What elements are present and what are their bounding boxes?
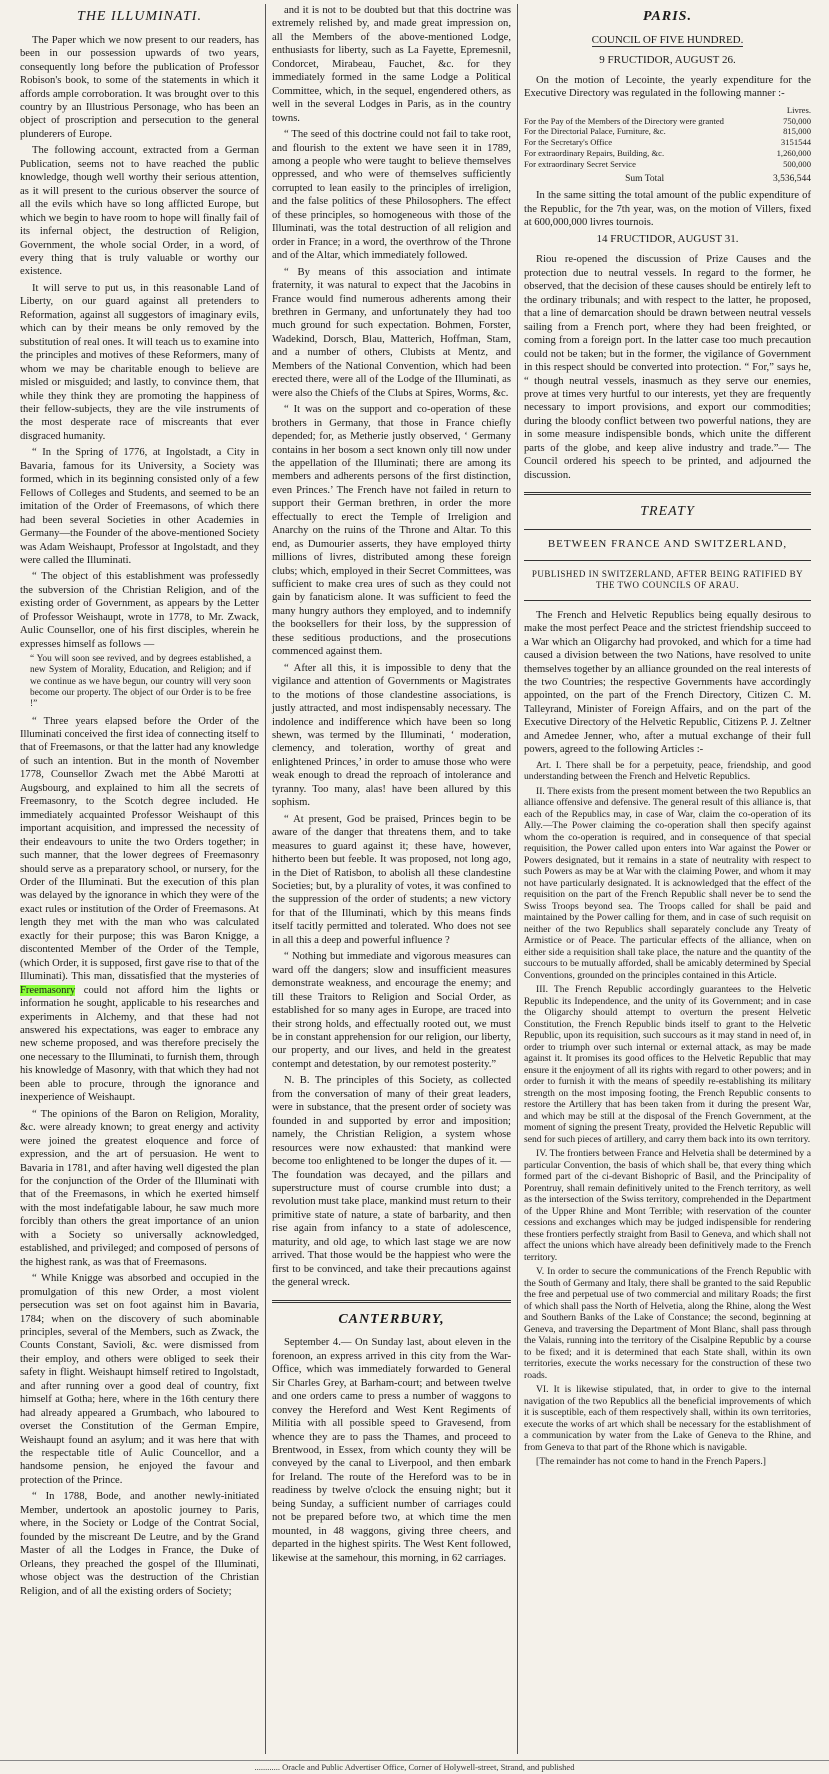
dateline: 9 FRUCTIDOR, AUGUST 26.	[599, 53, 736, 66]
paragraph: The Paper which we now present to our readers, has been in our possession upwards of two years, consequently long before the publication of Professor Robison's book, to some of the statements in which it affords ample corroboration. It was brought over to this country by an Illustrious Personage, who has been an object of proscription and persecution to the general plunderers of Europe.	[20, 34, 259, 140]
column-continued	[266, 4, 518, 1754]
paragraph: “ At present, God be praised, Princes begin to be aware of the danger that threatens them, and to take measures to guard against it; these have, however, hitherto been but feeble. It was proposed, not long ago, in the Diet of Ratisbon, to abolish all these clandestine Societies; but, by a plurality of votes, it was confined to the suppression of the order of students; a new victory for that of the Illuminati, which by this means finds itself tacitly permitted and tolerated. Who does not see in all this a deep and powerful influence ?	[272, 813, 511, 946]
text-run: could not afford him the lights or information he sought, applicable to his researches and experiments in Alchemy, and that these had not answered his expectations, was eager to embrace any new scheme proposed, and was therefore precisely the one necessary to the Illuminati, to furnish them, through his knowledge of Masonry, with that which they had not been able to procure, through the ignorance and inexperience of Weishaupt.	[20, 984, 259, 1104]
budget-label: For the Secretary's Office	[524, 137, 613, 148]
text-run: “ Three years elapsed before the Order of the Illuminati conceived the first idea of connecting itself to that of Freemasons, or that the latter had any knowledge of such an intention. But in the month of November 1778, Counsellor Zwach met the Abbé Marotti at Augsbourg, and explained to him all the secrets of Freemasonry, to the Scotch degree included. He immediately acquainted Professor Weishaupt of this important acquisition, and impressed the necessity of their endeavours to unite the two Orders together; in such manner, that the lower degrees of Freemasonry should serve as a preparatory school, or nursery, for the Order of the Illuminati. But the execution of this plan was delayed by the ignorance in which they were of the exact rules or institution of the Order of Freemasons. At length they met with the man who was calculated exactly for their purpose; this was Baron Knigge, a discontented Member of the Order of the Temple, (which Order, it is supposed, first gave rise to that of the Illuminati). This man, dissatisfied that the mysteries of	[20, 715, 259, 983]
budget-label: For extraordinary Secret Service	[524, 159, 636, 170]
article: VI. It is likewise stipulated, that, in order to give to the internal navigation of the two Republics all the beneficial improvements of which it is susceptible, each of them respectively shall, within its own territories, execute the works of art which shall be necessary for the establishment of a communication by water from the Lake of Geneva to the Rhine, and from Geneva to that part of the Rhone which is navigable.	[524, 1384, 811, 1453]
divider	[524, 529, 811, 530]
divider	[524, 600, 811, 601]
paragraph: The following account, extracted from a German Publication, seems not to have reached the public knowledge, though well worthy their serious attention, as it will present to the curious observer the source of all the evils which have so long afflicted Europe, but which we begin to have room to hope will finally fail of its infernal object, the destruction of Religion, Government, the whole social Order, in a word, of every thing that is truly valuable or worthy our existence.	[20, 145, 259, 278]
paragraph: September 4.— On Sunday last, about eleven in the forenoon, an express arrived in this city from the War-Office, which was immediately forwarded to General Sir Charles Grey, at Barham-court; and between twelve and one orders came to press a number of waggons to convey the Hereford and West Kent Regiments of Militia with all possible speed to Gravesend, from whence they are to pass the Thames, and proceed to Brentwood, in Essex, from which county they will be conveyed by the canal to Liverpool, and then embark for Ireland. The route of the Hereford was to be in readiness by twelve o'clock the ensuing night; but it being Sunday, a sufficient number of carriages could not be prepared before two, at which time the men mounted, in 48 waggons, giving three cheers, and departed in the highest spirits. The West Kent followed, likewise at the samehour, this morning, in 62 carriages.	[272, 1337, 511, 1564]
weishaupt-quote: “ You will soon see revived, and by degrees established, a new System of Morality, Education, and Religion; and if we continue as we have begun, our country will very soon become our property. The object of our Order is to be free !”	[30, 654, 251, 710]
paragraph	[20, 715, 259, 1105]
council-title-text: COUNCIL OF FIVE HUNDRED.	[591, 33, 744, 46]
treaty-publication-note: PUBLISHED IN SWITZERLAND, AFTER BEING RATIFIED BY THE TWO COUNCILS OF ARAU.	[531, 568, 804, 591]
imprint-footer: ............ Oracle and Public Advertiser Office, Corner of Holywell-street, Strand, and published	[0, 1760, 829, 1772]
divider	[524, 560, 811, 561]
paragraph: “ The seed of this doctrine could not fail to take root, and flourish to the extent we have seen it in 1789, among a people who were taught to believe themselves oppressed, and who were of themselves sufficiently corrupted to lean easily to the principles of irreligion, and the false politics of these Philosophers. The effect of these principles, so homogeneous with those of the Illuminati, was the total destruction of all religion and order in France; in a word, the overthrow of the Throne and of the Altar, which immediately followed.	[272, 129, 511, 262]
expenditure-table	[524, 105, 811, 186]
paragraph: N. B. The principles of this Society, as collected from the conversation of many of their great leaders, were in substance, that the present order of society was founded in and supported by error and imposition; namely, the Christian Religion, a system whose resources were now exhausted: that mankind were become too enlightened to be longer the dupes of it. — The foundation was decayed, and the pillars and superstructure must of course crumble into dust; a revolution must take place, mankind must return to their primitive state of nature, a state of barbarity, and then rise again from infancy to a state of adolescence, maturity, and old age, to which last stage we are now arrived. That those would be the happiest who were the first to be convinced, and take their precautions against the general wreck.	[272, 1075, 511, 1289]
sum-label: Sum Total	[625, 174, 665, 185]
table-row	[524, 159, 811, 170]
paragraph: and it is not to be doubted but that this doctrine was extremely relished by, and made great impression on, all the Members of the above-mentioned Lodge, enthusiasts for liberty, such as La Fayette, Epremesnil, Condorcet, Mirabeau, Fauchet, &c. for they immediately formed in the same Lodge a Political Committee, which, in the sequel, engendered others, as well in the several Lodges in Paris, as in the country towns.	[272, 5, 511, 124]
columns	[14, 4, 817, 1754]
budget-label: For the Pay of the Members of the Directory were granted	[524, 115, 724, 126]
budget-amount: 1,260,000	[776, 148, 811, 159]
table-header-row	[524, 105, 811, 116]
column-paris	[518, 4, 817, 1754]
table-row	[524, 137, 811, 148]
highlighted-word: Freemasonry	[20, 984, 76, 996]
paragraph: The French and Helvetic Republics being equally desirous to make the most perfect Peace and the strictest friendship succeed to a War which an Oligarchy had provoked, and which for a time had caused a division between the two Nations, have resolved to unite themselves together by an alliance grounded on the real interests of the two Countries; the respective Governments have accordingly appointed, on the part of the French Directory, Citizen C. M. Talleyrand, Minister of Foreign Affairs, and on the part of the Executive Directory of the Helvetic Republic, Citizens P. J. Zeltner and Amedee Jenner, who, after a mutual exchange of their full powers, agreed to the following Articles :-	[524, 609, 811, 756]
section-divider	[272, 1300, 511, 1303]
dateline: 14 FRUCTIDOR, AUGUST 31.	[596, 233, 739, 246]
paragraph: “ It was on the support and co-operation of these brothers in Germany, that those in France chiefly depended; for, as Metherie justly observed, ‘ Germany contains in her bosom a sect known only till now under the appellation of the Illuminati; there are among its members and adherents persons of the first distinction, even Princes.’ The French have not failed in return to support their German brethren, in order the more effectually to erect the Temple of Irreligion and Anarchy on the ruins of the Throne and Altar. To this end, as Dumourier asserts, they have employed thirty millions of livres, distributed among these foreign clubs; which, employed in their Secret Committees, was sufficient to make crea ures of such as they could not gain by fanaticism alone. It was sufficient to feed the many hungry authors they employed, and to indemnify the booksellers for their loss, by the suppression of these seditious productions, and the prosecutions commenced against them.	[272, 404, 511, 658]
paragraph: It will serve to put us, in this reasonable Land of Liberty, on our guard against all pretenders to Reformation, against all suggestors of imaginary evils, which can by their means be only removed by the substitution of real ones. It will teach us to examine into the principles and motives of these Reformers, many of whom we may be charitable enough to believe are misled or misguided; and lastly, to convince them, that while they think they are promoting the happiness of their fellow-subjects, they are the vile instruments of the most desperate race of miscreants that ever disgraced humanity.	[20, 282, 259, 442]
paris-title: PARIS.	[643, 9, 692, 24]
paragraph: On the motion of Lecointe, the yearly expenditure for the Executive Directory was regulated in the following manner :-	[524, 74, 811, 100]
council-title	[524, 34, 811, 48]
remainder-note: [The remainder has not come to hand in the French Papers.]	[536, 1456, 766, 1468]
paragraph: In the same sitting the total amount of the public expenditure of the Republic, for the 7th year, was, on the motion of Villers, fixed at 600,000,000 livres tournois.	[524, 190, 811, 229]
table-row	[524, 148, 811, 159]
canterbury-title: CANTERBURY,	[338, 1311, 445, 1327]
treaty-articles	[524, 760, 811, 1468]
budget-amount: 500,000	[783, 159, 811, 170]
currency-header: Livres.	[786, 104, 811, 115]
article: V. In order to secure the communications of the French Republic with the South of Germany and Italy, there shall be granted to the said Republic the free and perpetual use of two commercial and military Roads; the first of which shall pass the North of Helvetia, along the Rhine, along the West and Southern Banks of the Lake of Constance; the second, beginning at Geneva, and traversing the Department of Mont Blanc, shall pass through the Valais, running into the territory of the Cisalpine Republic by a course to be fixed; and it is determined that each State shall, within its own territories, execute the works necessary for the construction of these two roads.	[524, 1266, 811, 1381]
total-row	[524, 170, 811, 185]
paragraph: “ Nothing but immediate and vigorous measures can ward off the dangers; slow and insufficient measures demonstrate weakness, and encourage the enemy; and till these Traitors to Religion and Social Order, as established for so many ages in Europe, are traced into their strong holds, and effectually rooted out, we must be in constant apprehension for our religion, our liberty, our property, and our lives, and held in the greatest contempt and detestation, by our remotest posterity.”	[272, 951, 511, 1070]
budget-label: For extraordinary Repairs, Building, &c.	[524, 148, 665, 159]
section-divider	[524, 492, 811, 495]
paragraph: “ The object of this establishment was professedly the subversion of the Christian Religion, and of the existing order of Government, as appears by the Letter of Professor Weishaupt, wrote in 1778, to Mr. Zwack, Aulic Counsellor, one of his first disciples, wherein he expresses himself as follows —	[20, 571, 259, 650]
treaty-title: TREATY	[640, 504, 695, 520]
budget-amount: 3151544	[780, 137, 811, 148]
treaty-subtitle: BETWEEN FRANCE AND SWITZERLAND,	[547, 537, 788, 550]
paragraph: “ In the Spring of 1776, at Ingolstadt, a City in Bavaria, famous for its University, a Society was formed, which in its beginning consisted only of a few Fellows of Colleges and Students, and seemed to be an imitation of the Order of Freemasons, of which there had been several Societies in other Academies in Germany—the Founder of the above-mentioned Society was Adam Weishaupt, Professor at Ingolstadt, and they were called the Illuminati.	[20, 447, 259, 566]
sum-value: 3,536,544	[773, 174, 811, 185]
article: IV. The frontiers between France and Helvetia shall be determined by a particular Convention, the basis of which shall be, that every thing which formed part of the ci-devant Bishopric of Basil, and the Principality of Porentruy, shall remain definitively united to the French territory, as well as the intersection of the Swiss territory, comprehended in the Department of the Upper Rhine and Mont Terrible; with reservation of the counter cessions and exchanges which may be judged indispensible for rendering these frontiers perfectly straight from Basil to Geneva, and which shall not affect the unions which have already been definitively made to the French territory.	[524, 1148, 811, 1263]
illuminati-title: THE ILLUMINATI.	[77, 9, 202, 24]
paragraph: “ While Knigge was absorbed and occupied in the promulgation of this new Order, a most violent persecution was set on foot against him in Bavaria, 1784; when on the discovery of such abominable principles, several of the Members, such as Zwack, the Counts Constant, Savioli, &c. were dismissed from their employ, and others were obliged to seek their safety in flight. Weishaupt himself retired to Ingolstadt, and after running over a good deal of country, fixt himself at Gotha; here, where in the 16th century there had already appeared a Grumbach, who laboured to overset the Constitution of the German Empire, Weishaupt found an asylum; and it was here that with the respectable title of Aulic Councellor, and a handsome pension, he enjoyed the favour and protection of the Prince.	[20, 1273, 259, 1486]
column-illuminati	[14, 4, 266, 1754]
paragraph: “ By means of this association and intimate fraternity, it was natural to expect that the Jacobins in France would find numerous adherents among their brethren in Germany, and unfortunately they had too much ground for such expectation. Bohmen, Forster, Wadekind, Dorsch, Blau, Matterich, Hoffman, Stam, and a number of others, Clubists at Mentz, and Members of the National Convention, which had been erected there, were all of the Lodge of the Illuminati, as were also the Chiefs of the Clubs at Spires, Worms, &c.	[272, 266, 511, 399]
paragraph: “ The opinions of the Baron on Religion, Morality, &c. were already known; to great energy and activity were joined the greatest eloquence and force of expression, and the art of persuasion. He went to Bavaria in 1781, and after having well digested the plan for the conjunction of the Order of the Illuminati with that of the Freemasons, in which he exerted himself with the most indefatigable labour, he saw much more forcibly than others the great importance of an union with a Society so universally acknowledged, established, and privileged; and composed of persons of the highest rank, as was that of Freemasons.	[20, 1108, 259, 1268]
article: Art. I. There shall be for a perpetuity, peace, friendship, and good understanding between the French and Helvetic Republics.	[524, 759, 811, 783]
budget-label: For the Directorial Palace, Furniture, &c.	[524, 126, 666, 137]
budget-amount: 750,000	[783, 115, 811, 126]
paragraph: “ In 1788, Bode, and another newly-initiated Member, undertook an apostolic journey to Paris, where, in the Society or Lodge of the Contrat Social, founded by the miscreant De Leutre, and by the Grand Master of all the Lodges in France, the Duke of Orleans, they preached the gospel of the Illuminati, whose object was the destruction of the Christian Religion, and of all the existing orders of Society;	[20, 1491, 259, 1597]
table-row	[524, 126, 811, 137]
article: III. The French Republic accordingly guarantees to the Helvetic Republic its Independence, and the unity of its Government; and in case the Oligarchy should attempt to overturn the present Helvetic Constitution, the French Republic binds itself to grant to the Helvetic Republic, upon its requisition, such succours as it may stand in need of, in order to triumph over such internal or external attack, as may be made against it. It promises its good offices to the Helvetic Republic that may ensure it the enjoyment of all its rights with regard to other powers; and in order to furnish it with the means of speedily re-establishing its military strength on the most imposing footing, the French Republic consents to restore the Artillery that has been taken from it during the present War, and which may be still at the disposal of the French Government, at the moment of signing the present Treaty, provided the Helvetic Republic will send for such pieces of artillery, and carry them back into its own territory.	[524, 984, 811, 1145]
paragraph: Riou re-opened the discussion of Prize Causes and the protection due to neutral vessels. In regard to the former, he observed, that the decision of these causes should be entirely left to the ordinary tribunals; and with respect to the latter, he proposed, that a line of demarcation should be drawn between neutral vessels sailing from a French port, where they had been freighted, or coming from a foreign port. In the latter case too much precaution could not be taken; but in the former, the vigilance of Government in this respect should be converted into protection. “ For,” says he, “ though neutral vessels, inasmuch as they serve our enemies, prove at times very hurtful to our interests, yet they are frequently necessary to import provisions, and export our commodities; during the bloody conflict between two powerful nations, they are in some measure indispensible bonds, which unite the different parts of the globe, and keep alive industry and trade.”— The Council ordered his speech to be printed, and adjourned the discussion.	[524, 254, 811, 481]
paragraph: “ After all this, it is impossible to deny that the vigilance and attention of Governments or Magistrates to the motions of those clandestine associations, is justly attracted, and most indispensably necessary. The indolence and indifference which have been so long shewn, was termed by the Illuminati, ‘ moderation, clemency, and toleration, worthy of great and enlightened Princes,’ in order to amuse those who were weak enough to dread the reproach of intolerance and tyranny. Too many, alas! have been allured by this sophism.	[272, 662, 511, 809]
article: II. There exists from the present moment between the two Republics an alliance offensive and defensive. The general result of this alliance is, that each of the Republics may, in case of War, claim the co-operation of its Ally.—The Power claiming the co-operation shall then specify against whom the co-operation is required, and in consequence of that special requisition, the Power called upon enters into War against the Power or Powers designated, but it remains in a state of neutrality with respect to such Powers as may be at War with the claiming Power, and whom it may not have particularly designated. It is acknowledged that the effect of the requisition on the part of the French Republic shall never be to send the Swiss Troops beyond sea. The Troops called for shall be paid and maintained by the Power calling for them, and in case of such requisit on neither of the two Republics shall separately conclude any Treaty of Armistice or of Peace. The particular effects of the alliance, when on either side a requisition shall take place, the nature and the quantity of the succours to be mutually afforded, shall be amicably determined by Special Conventions, grounded on the principles contained in this Article.	[524, 785, 811, 981]
budget-amount: 815,000	[783, 126, 811, 137]
table-row	[524, 116, 811, 127]
